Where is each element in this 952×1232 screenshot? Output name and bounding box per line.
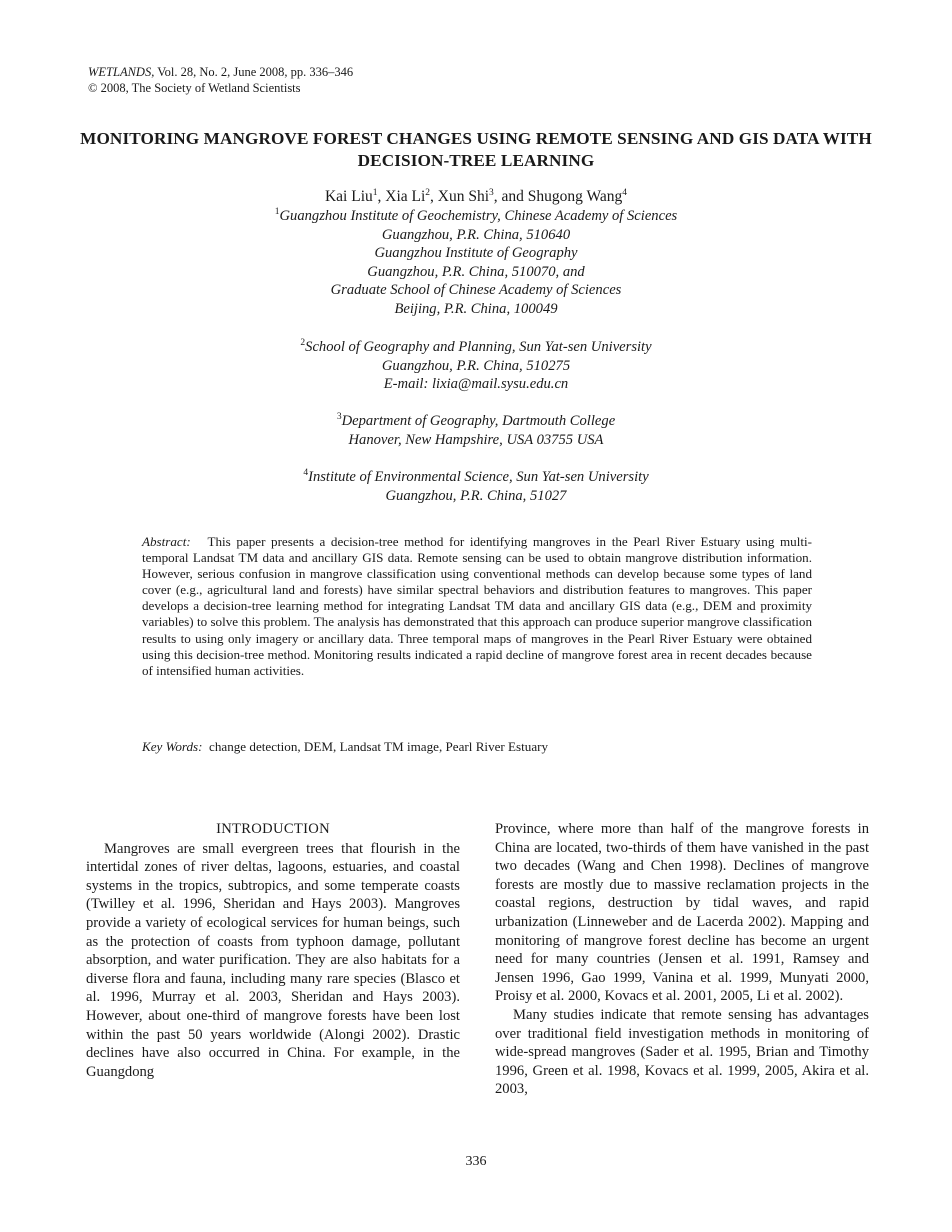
journal-copyright: © 2008, The Society of Wetland Scientists <box>88 81 301 95</box>
affiliation-line: Graduate School of Chinese Academy of Sciences <box>330 282 622 299</box>
body-paragraph: Mangroves are small evergreen trees that flourish in the intertidal zones of river deltas, lagoons, estuaries, and coastal systems in the tropics, subtropics, and some temperate coasts (Twilley et al. 1996, Sheridan and Hays 2003). Mangroves provide a variety of ecological services for human beings, such as the protection of coasts from typhoon damage, pollutant absorption, and water purification. They are also habitats for a diverse flora and fauna, including many rare species (Blasco et al. 1996, Murray et al. 2003, Sheridan and Hays 2003). However, about one-third of mangrove forests have been lost within the past 50 years worldwide (Alongi 2002). Drastic declines have also occurred in China. For example, in the Guangdong <box>86 840 460 1080</box>
body-paragraph: Many studies indicate that remote sensing has advantages over traditional field investigation methods in monitoring of wide-spread mangroves (Sader et al. 1995, Brian and Timothy 1996, Green et al. 1998, Kovacs et al. 1999, 2005, Akira et al. 2003, <box>495 1006 869 1098</box>
body-column-left <box>86 820 460 1081</box>
abstract <box>142 534 812 679</box>
affiliation-mark: 3 <box>336 412 342 423</box>
affiliation-line: $^2$School of Geography and Planning, Sun Yat-sen University <box>300 338 652 355</box>
author-list <box>0 187 952 207</box>
affiliation-line: Guangzhou, P.R. China, 51027 <box>385 487 567 504</box>
affiliation-line: Beijing, P.R. China, 100049 <box>394 300 558 317</box>
author-name: Shugong Wang <box>527 188 623 205</box>
journal-volume-pages: Vol. 28, No. 2, June 2008, pp. 336–346 <box>154 65 354 79</box>
affiliation-line: Guangzhou, P.R. China, 510275 <box>381 357 571 374</box>
affiliation-line: Guangzhou Institute of Geography <box>374 245 578 262</box>
journal-name: WETLANDS, <box>88 65 155 79</box>
author-affil-mark: 1 <box>372 187 378 198</box>
author-affil-mark: 3 <box>489 187 494 198</box>
journal-citation <box>88 64 353 80</box>
page-number: 336 <box>465 1154 487 1169</box>
affiliation-mark: 4 <box>303 468 309 479</box>
keywords-text: change detection, DEM, Landsat TM image, Pearl River Estuary <box>209 739 549 754</box>
affiliation-2 <box>0 338 952 394</box>
body-paragraph: Province, where more than half of the mangrove forests in China are located, two-thirds of them have vanished in the past two decades (Wang and Chen 1998). Declines of mangrove forests are mostly due to massive reclamation projects in the coastal regions, destruction by tidal waves, and rapid urbanization (Linneweber and de Lacerda 2002). Mapping and monitoring of mangrove forest decline has become an urgent need for many countries (Jensen et al. 1991, Ramsey and Jensen 1996, Gao 1999, Vanina et al. 1999, Munyati 2000, Proisy et al. 2000, Kovacs et al. 2001, 2005, Li et al. 2002). <box>495 821 869 1005</box>
affiliation-line: $^1$Guangzhou Institute of Geochemistry, Chinese Academy of Sciences <box>274 207 678 224</box>
author-affil-mark: 2 <box>425 187 431 198</box>
journal-header <box>88 64 353 96</box>
keywords-label: Key Words: <box>142 739 203 754</box>
affiliation-line: Guangzhou, P.R. China, 510070, and <box>367 263 585 280</box>
author-name: Xia Li <box>385 188 426 205</box>
author-name: Xun Shi <box>437 188 490 205</box>
affiliation-line: Hanover, New Hampshire, USA 03755 USA <box>348 431 604 448</box>
affiliation-1 <box>0 207 952 319</box>
affiliation-mark: 1 <box>274 207 280 218</box>
abstract-label: Abstract: <box>142 534 191 549</box>
author-separator: , and <box>493 188 528 205</box>
author-name: Kai Liu <box>324 188 373 205</box>
author-affil-mark: 4 <box>622 187 628 198</box>
author-separator: , <box>377 188 386 205</box>
affiliation-line: $^4$Institute of Environmental Science, Sun Yat-sen University <box>303 468 649 485</box>
affiliation-3 <box>0 412 952 449</box>
affiliation-mark: 2 <box>300 338 306 349</box>
affiliation-line: $^3$Department of Geography, Dartmouth College <box>336 412 616 429</box>
section-heading: INTRODUCTION <box>216 821 330 837</box>
paper-title: MONITORING MANGROVE FOREST CHANGES USING REMOTE SENSING AND GIS DATA WITH DECISION-TREE LEARNING <box>80 129 872 170</box>
keywords <box>142 739 812 755</box>
affiliation-4 <box>0 468 952 505</box>
abstract-text: This paper presents a decision-tree method for identifying mangroves in the Pearl River Estuary using multi-temporal Landsat TM data and ancillary GIS data. Remote sensing can be used to obtain mangrove distribution information. However, serious confusion in mangrove classification using conventional methods can develop because some types of land cover (e.g., agricultural land and forests) have similar spectral behaviors and distribution features to mangroves. This paper develops a decision-tree learning method for integrating Landsat TM data and ancillary GIS data (e.g., DEM and proximity variables) to solve this problem. The analysis has demonstrated that this approach can produce superior mangrove classification results to using only imagery or ancillary data. Three temporal maps of mangroves in the Pearl River Estuary were obtained using this decision-tree method. Monitoring results indicated a rapid decline of mangrove forest area in recent decades because of intensified human activities. <box>142 534 812 678</box>
affiliation-email: E-mail: lixia@mail.sysu.edu.cn <box>383 376 569 393</box>
affiliation-line: Guangzhou, P.R. China, 510640 <box>381 226 571 243</box>
author-separator: , <box>430 188 438 205</box>
body-column-right <box>495 820 869 1099</box>
